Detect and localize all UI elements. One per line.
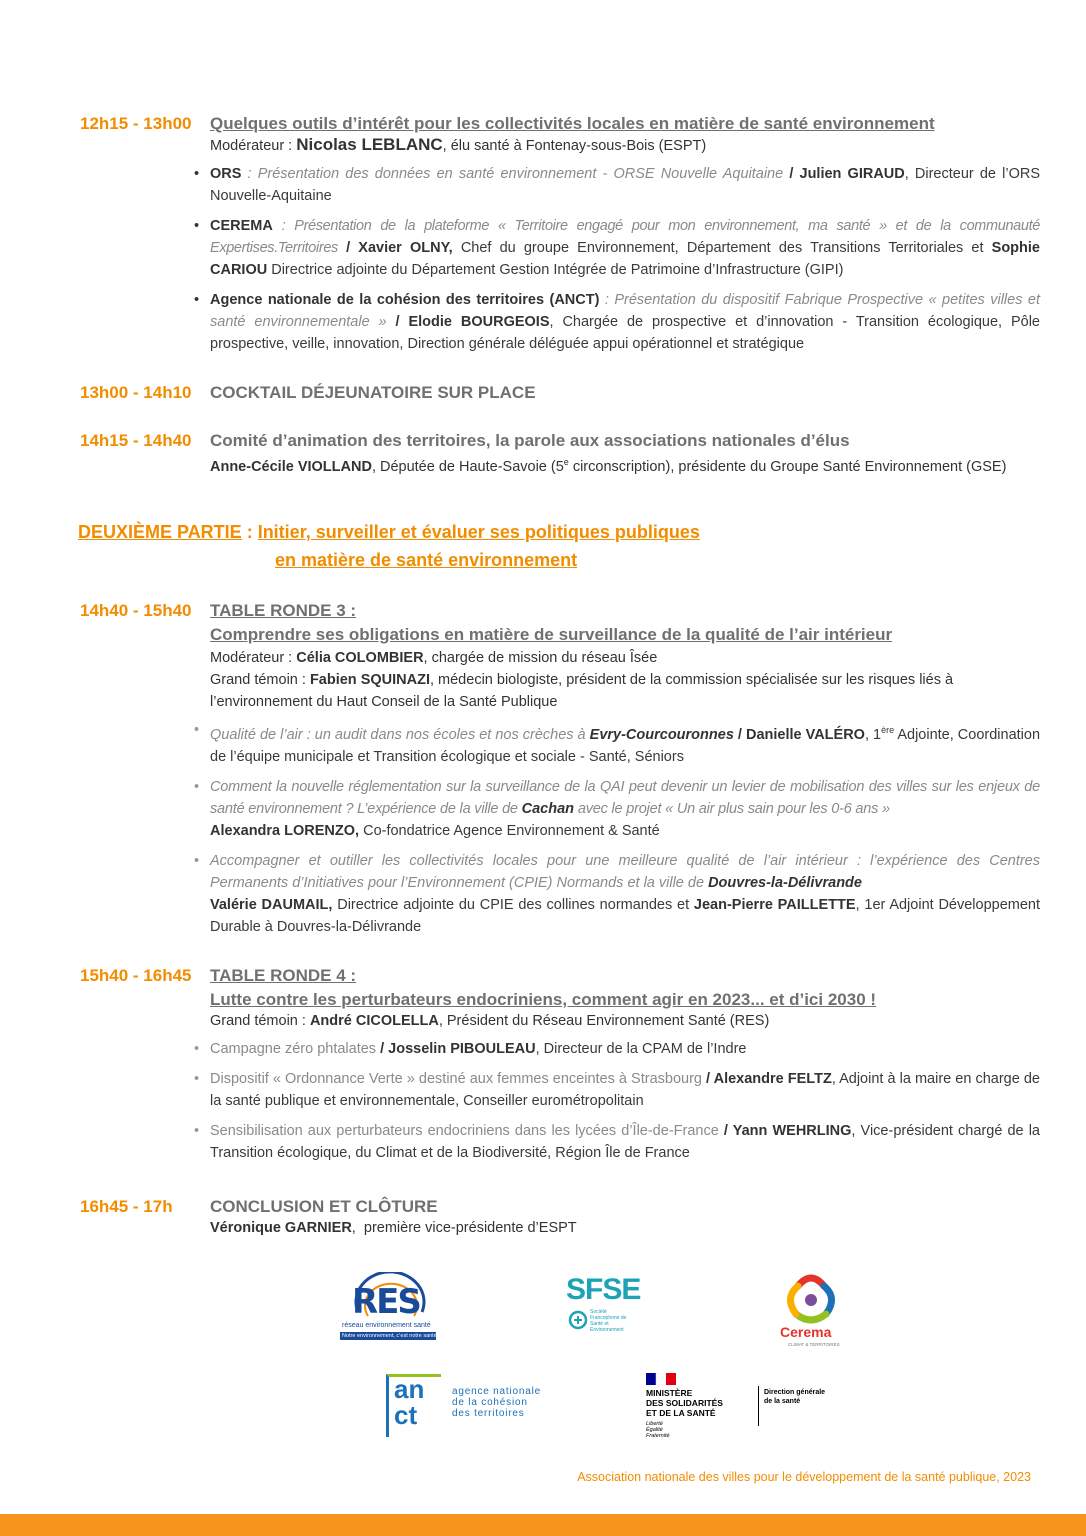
moderator-name: Nicolas LEBLANC xyxy=(296,135,443,154)
session-outils xyxy=(80,114,1040,363)
session-table-ronde-4 xyxy=(80,966,1040,1172)
res-logo: RES réseau environnement santé Notre environnement, c’est notre santé xyxy=(338,1272,438,1344)
part-heading: DEUXIÈME PARTIE : Initier, surveiller et évaluer ses politiques publiques en matière de santé environnement xyxy=(78,522,700,570)
list-item: • CEREMA : Présentation de la plateforme « Territoire engagé pour mon environnement, ma santé » et de la communauté Expertises.Territoires / Xavier OLNY, Chef du groupe Environnement, Département des Transitions Territoriales et Sophie CARIOU Directrice adjointe du Département Gestion Intégrée de Patrimoine d’Infrastructure (GIPI) xyxy=(210,215,1040,281)
list-item: • Campagne zéro phtalates / Josselin PIBOULEAU, Directeur de la CPAM de l’Indre xyxy=(210,1038,1040,1060)
session-time: 14h40 - 15h40 xyxy=(80,601,192,620)
session-title: COCKTAIL DÉJEUNATOIRE SUR PLACE xyxy=(210,383,536,402)
speaker-line: Véronique GARNIER, première vice-présidente d’ESPT xyxy=(210,1220,577,1236)
grand-temoin-line: Grand témoin : André CICOLELLA, Président du Réseau Environnement Santé (RES) xyxy=(210,1013,770,1029)
moderator-line: Modérateur : Célia COLOMBIER, chargée de mission du réseau Îsée xyxy=(210,650,658,666)
list-item: • ORS : Présentation des données en santé environnement - ORSE Nouvelle Aquitaine / Julien GIRAUD, Directeur de l’ORS Nouvelle-Aquitaine xyxy=(210,163,1040,207)
speaker-list xyxy=(210,163,1040,355)
list-item: • Agence nationale de la cohésion des territoires (ANCT) : Présentation du dispositif Fabrique Prospective « petites villes et santé environnementale » / Elodie BOURGEOIS, Chargée de prospective et d’innovation - Transition écologique, Pôle prospective, veille, innovation, Direction générale déléguée appui opérationnel et stratégique xyxy=(210,289,1040,355)
sfse-logo: SFSE Société Francophone de Santé et Environnement xyxy=(566,1273,641,1333)
ministere-logo: MINISTÈRE DES SOLIDARITÉS ET DE LA SANTÉ Liberté Égalité Fraternité Direction générale de la santé xyxy=(646,1372,846,1442)
session-title: CONCLUSION ET CLÔTURE xyxy=(210,1197,438,1216)
session-comite xyxy=(80,431,1040,478)
session-subtitle: Lutte contre les perturbateurs endocriniens, comment agir en 2023... et d’ici 2030 ! xyxy=(210,990,877,1009)
marianne-flag-icon xyxy=(646,1373,676,1385)
speaker-list xyxy=(210,1038,1040,1164)
partner-logos xyxy=(0,1268,1086,1448)
session-time: 14h15 - 14h40 xyxy=(80,431,192,450)
session-time: 15h40 - 16h45 xyxy=(80,966,192,985)
list-item: • Qualité de l’air : un audit dans nos écoles et nos crèches à Evry-Courcouronnes / Danielle VALÉRO, 1ère Adjointe, Coordination de l’équipe municipale et Transition écologique et sociale - Santé, Séniors xyxy=(210,719,1040,768)
session-conclusion xyxy=(80,1197,1040,1239)
session-subtitle: Comprendre ses obligations en matière de surveillance de la qualité de l’air intérieur xyxy=(210,625,893,644)
session-title: TABLE RONDE 4 : xyxy=(210,966,357,985)
session-cocktail xyxy=(80,383,1040,403)
moderator-line: Modérateur : Nicolas LEBLANC, élu santé à Fontenay-sous-Bois (ESPT) xyxy=(210,135,707,154)
cerema-logo: Cerema CLIMAT & TERRITOIRES xyxy=(778,1268,848,1352)
footer-bar xyxy=(0,1514,1086,1536)
speaker-line: Anne-Cécile VIOLLAND, Députée de Haute-Savoie (5e circonscription), présidente du Groupe Santé Environnement (GSE) xyxy=(210,457,1007,475)
session-title: Comité d’animation des territoires, la parole aux associations nationales d’élus xyxy=(210,431,850,450)
list-item: • Dispositif « Ordonnance Verte » destiné aux femmes enceintes à Strasbourg / Alexandre FELTZ, Adjoint à la maire en charge de la santé publique et environnementale, Conseiller eurométropolitain xyxy=(210,1068,1040,1112)
list-item: • Sensibilisation aux perturbateurs endocriniens dans les lycées d’Île-de-France / Yann WEHRLING, Vice-président chargé de la Transition écologique, du Climat et de la Biodiversité, Région Île de France xyxy=(210,1120,1040,1164)
anct-logo: an ct agence nationale de la cohésion des territoires xyxy=(386,1374,556,1440)
list-item: • Accompagner et outiller les collectivités locales pour une meilleure qualité de l’air intérieur : l’expérience des Centres Permanents d’Initiatives pour l’Environnement (CPIE) Normands et la ville de Douvres-la-Délivrande Valérie DAUMAIL, Directrice adjointe du CPIE des collines normandes et Jean-Pierre PAILLETTE, 1er Adjoint Développement Durable à Douvres-la-Délivrande xyxy=(210,850,1040,938)
session-time: 16h45 - 17h xyxy=(80,1197,173,1216)
speaker-list xyxy=(210,719,1040,938)
list-item: • Comment la nouvelle réglementation sur la surveillance de la QAI peut devenir un levier de mobilisation des villes sur les enjeux de santé environnement ? L’expérience de la ville de Cachan avec le projet « Un air plus sain pour les 0-6 ans » Alexandra LORENZO, Co-fondatrice Agence Environnement & Santé xyxy=(210,776,1040,842)
footer-credit: Association nationale des villes pour le développement de la santé publique, 2023 xyxy=(577,1470,1031,1484)
grand-temoin-line: Grand témoin : Fabien SQUINAZI, médecin biologiste, président de la commission spécialisée sur les risques liés à l’environnement du Haut Conseil de la Santé Publique xyxy=(210,672,954,710)
session-time: 12h15 - 13h00 xyxy=(80,114,192,133)
session-title: Quelques outils d’intérêt pour les collectivités locales en matière de santé environnement xyxy=(210,114,935,133)
sfse-emblem-icon xyxy=(568,1310,588,1330)
divider xyxy=(758,1386,759,1426)
session-title: TABLE RONDE 3 : xyxy=(210,601,357,620)
session-time: 13h00 - 14h10 xyxy=(80,383,192,402)
cerema-emblem-icon xyxy=(778,1268,844,1326)
session-table-ronde-3 xyxy=(80,601,1040,946)
